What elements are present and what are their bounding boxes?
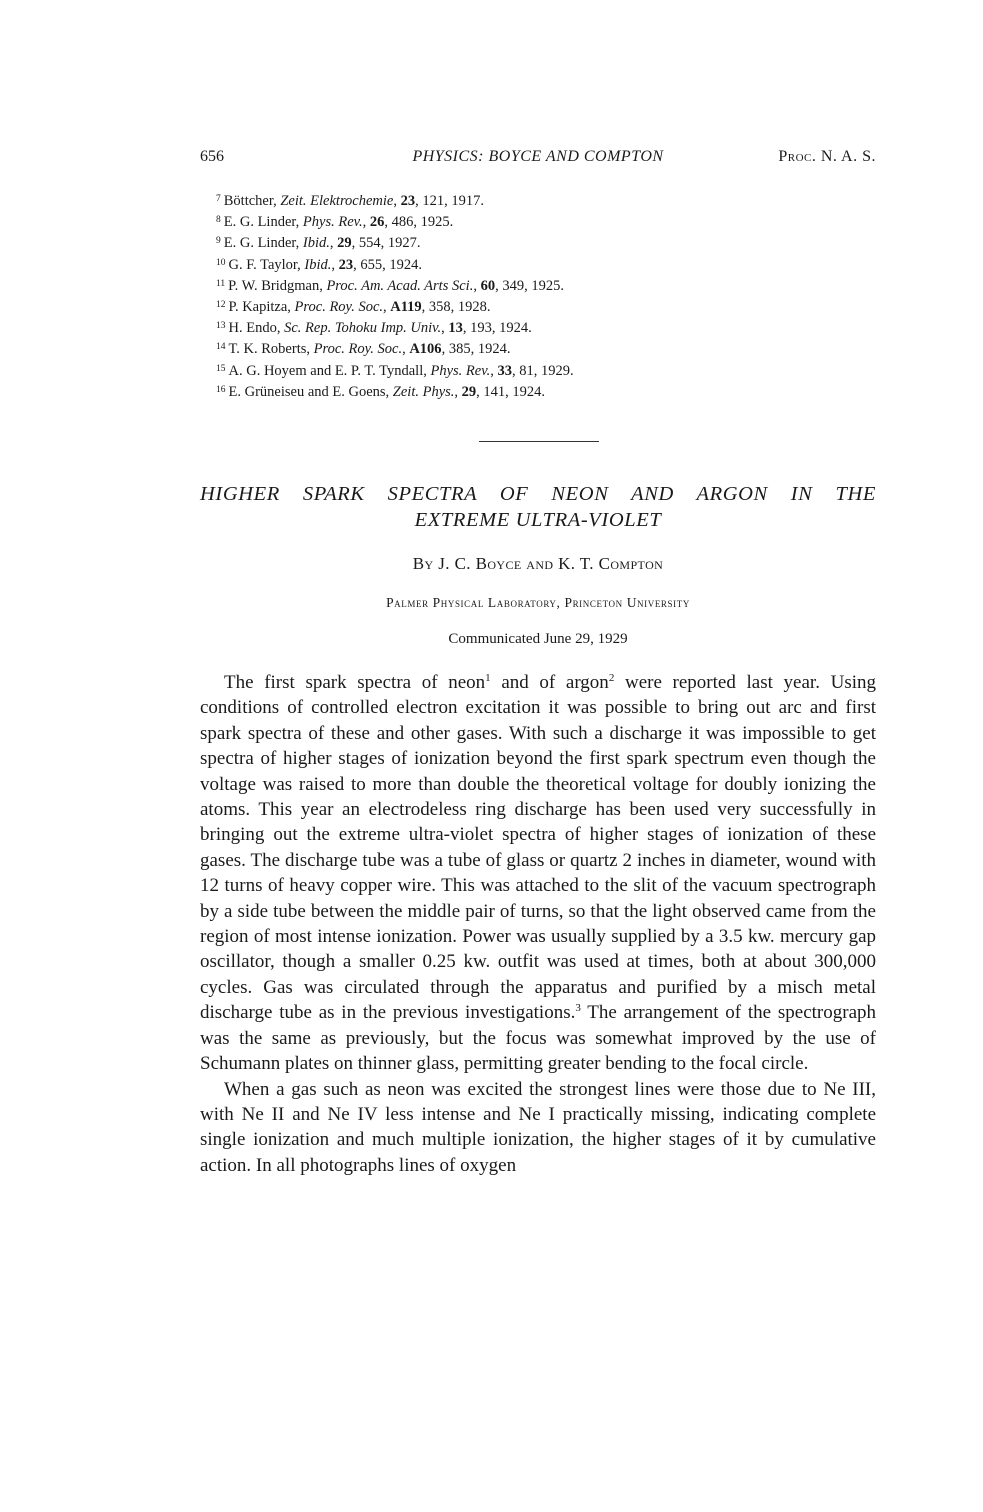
footnote-author: E. G. Linder, xyxy=(223,235,303,252)
footnote-volume: A106 xyxy=(409,341,442,358)
page-number: 656 xyxy=(200,148,224,165)
footnote-author: E. Grüneiseu and E. Goens, xyxy=(228,383,393,400)
footnote-number: 11 xyxy=(216,278,226,289)
footnote-item xyxy=(216,296,876,317)
footnote-separator: , xyxy=(441,320,449,337)
footnote-volume: 13 xyxy=(448,320,463,337)
footnote-number: 14 xyxy=(216,342,226,353)
footnote-volume: 33 xyxy=(497,362,512,379)
footnote-volume: 29 xyxy=(337,235,352,252)
footnote-journal: Ibid. xyxy=(304,256,332,273)
body-text-span: The arrangement of the spectrograph was the same as previously, but the focus was somewhat improved by the use of Schumann plates on thinner glass, permitting greater bending to the focal circle. xyxy=(200,1002,876,1075)
footnote-item xyxy=(216,190,876,211)
journal-abbrev: Proc. N. A. S. xyxy=(778,148,876,165)
footnote-separator: , xyxy=(454,383,462,400)
footnote-item xyxy=(216,317,876,338)
article-body xyxy=(200,670,876,1178)
footnote-pages-year: , 554, 1927. xyxy=(351,235,421,252)
footnote-volume: 26 xyxy=(369,214,385,231)
footnote-author: E. G. Linder, xyxy=(223,214,303,231)
body-paragraph-2: When a gas such as neon was excited the strongest lines were those due to Ne III, with Ne II and Ne IV less intense and Ne I practically missing, indicating complete single ionization and much multiple ionization, the higher stages of it by cumulative action. In all photographs lines of oxygen xyxy=(200,1078,876,1176)
footnote-separator: , xyxy=(329,235,338,252)
footnote-pages-year: , 358, 1928. xyxy=(421,299,491,316)
communicated-date: Communicated June 29, 1929 xyxy=(448,631,628,647)
footnote-journal: Proc. Am. Acad. Arts Sci. xyxy=(326,277,474,294)
footnote-ref: 3 xyxy=(575,1002,581,1015)
footnote-volume: 23 xyxy=(400,193,416,209)
footnote-separator: , xyxy=(473,277,481,294)
footnote-separator: , xyxy=(402,341,410,358)
footnote-author: Böttcher, xyxy=(223,193,281,209)
section-divider xyxy=(479,441,599,442)
footnote-journal: Proc. Roy. Soc. xyxy=(313,341,403,358)
footnote-author: P. W. Bridgman, xyxy=(228,277,327,294)
footnote-pages-year: , 349, 1925. xyxy=(495,277,564,294)
footnote-ref: 2 xyxy=(608,672,615,684)
author-affiliation: Palmer Physical Laboratory, Princeton University xyxy=(386,595,690,610)
footnote-volume: 23 xyxy=(338,256,354,273)
footnote-number: 8 xyxy=(216,215,221,226)
footnote-separator: , xyxy=(490,362,498,379)
body-text-span: and of argon xyxy=(490,672,609,693)
footnote-number: 7 xyxy=(216,194,221,204)
footnote-number: 10 xyxy=(216,257,226,268)
footnote-journal: Phys. Rev. xyxy=(430,362,491,379)
running-head xyxy=(200,148,876,170)
footnote-separator: , xyxy=(362,214,370,231)
footnote-volume: A119 xyxy=(390,299,422,316)
footnote-item xyxy=(216,381,876,402)
footnote-pages-year: , 141, 1924. xyxy=(476,383,546,400)
footnote-volume: 29 xyxy=(461,383,477,400)
article-title-line-2: EXTREME ULTRA-VIOLET xyxy=(414,509,662,531)
footnote-number: 13 xyxy=(216,321,226,332)
body-paragraph-1 xyxy=(200,670,876,1077)
footnote-journal: Zeit. Phys. xyxy=(392,383,455,400)
footnote-journal: Ibid. xyxy=(302,235,330,252)
footnote-number: 9 xyxy=(216,236,221,247)
author-byline: By J. C. Boyce and K. T. Compton xyxy=(412,554,664,573)
footnote-separator: , xyxy=(383,299,391,316)
footnote-journal: Phys. Rev. xyxy=(302,214,363,231)
body-text-span: were reported last year. Using conditions of controlled electron excitation it was possible to bring out arc and first spark spectra of these and other gases. With such a discharge it was impossible to get spectra of higher stages of ionization beyond the first spark spectrum even though the voltage was raised to more than double the theoretical voltage for doubly ionizing the atoms. This year an electrodeless ring discharge has been used very successfully in bringing out the extreme ultra-violet spectra of higher stages of ionization of these gases. The discharge tube was a tube of glass or quartz 2 inches in diameter, wound with 12 turns of heavy copper wire. This was attached to the slit of the vacuum spectrograph by a side tube between the middle pair of turns, so that the light observed came from the region of most intense ionization. Power was usually supplied by a 3.5 kw. mercury gap oscillator, though a smaller 0.25 kw. outfit was used at times, both at about 300,000 cycles. Gas was circulated through the apparatus and purified by a misch metal discharge tube as in the previous investigations. xyxy=(200,672,876,1024)
footnote-journal: Zeit. Elektrochemie xyxy=(280,193,394,209)
footnote-pages-year: , 81, 1929. xyxy=(511,362,574,379)
article-title-line-1: HIGHER SPARK SPECTRA OF NEON AND ARGON IN THE xyxy=(200,483,876,505)
footnote-author: G. F. Taylor, xyxy=(228,256,305,273)
footnote-pages-year: , 486, 1925. xyxy=(384,214,454,231)
footnote-item xyxy=(216,275,876,296)
footnote-item xyxy=(216,338,876,359)
footnote-item xyxy=(216,211,876,232)
footnote-journal: Sc. Rep. Tohoku Imp. Univ. xyxy=(284,320,442,337)
article-title xyxy=(200,481,876,533)
footnote-journal: Proc. Roy. Soc. xyxy=(294,299,383,316)
footnote-item xyxy=(216,360,876,381)
footnote-author: A. G. Hoyem and E. P. T. Tyndall, xyxy=(228,362,431,379)
body-text-span: The first spark spectra of neon xyxy=(224,672,486,693)
footnote-author: H. Endo, xyxy=(228,320,285,337)
footnote-separator: , xyxy=(393,193,401,209)
footnote-item xyxy=(216,254,876,275)
footnote-author: T. K. Roberts, xyxy=(228,341,314,358)
footnote-separator: , xyxy=(331,256,339,273)
footnote-item xyxy=(216,232,876,253)
footnote-pages-year: , 121, 1917. xyxy=(415,193,484,209)
footnote-pages-year: , 193, 1924. xyxy=(462,320,532,337)
footnote-number: 15 xyxy=(216,363,226,374)
footnote-number: 16 xyxy=(216,384,226,395)
footnote-number: 12 xyxy=(216,300,226,311)
footnote-author: P. Kapitza, xyxy=(228,299,295,316)
footnote-volume: 60 xyxy=(480,277,496,294)
footnote-pages-year: , 655, 1924. xyxy=(353,256,423,273)
footnote-list xyxy=(216,190,876,402)
running-title: PHYSICS: BOYCE AND COMPTON xyxy=(412,148,664,165)
footnote-pages-year: , 385, 1924. xyxy=(441,341,511,358)
footnote-ref: 1 xyxy=(485,672,491,684)
